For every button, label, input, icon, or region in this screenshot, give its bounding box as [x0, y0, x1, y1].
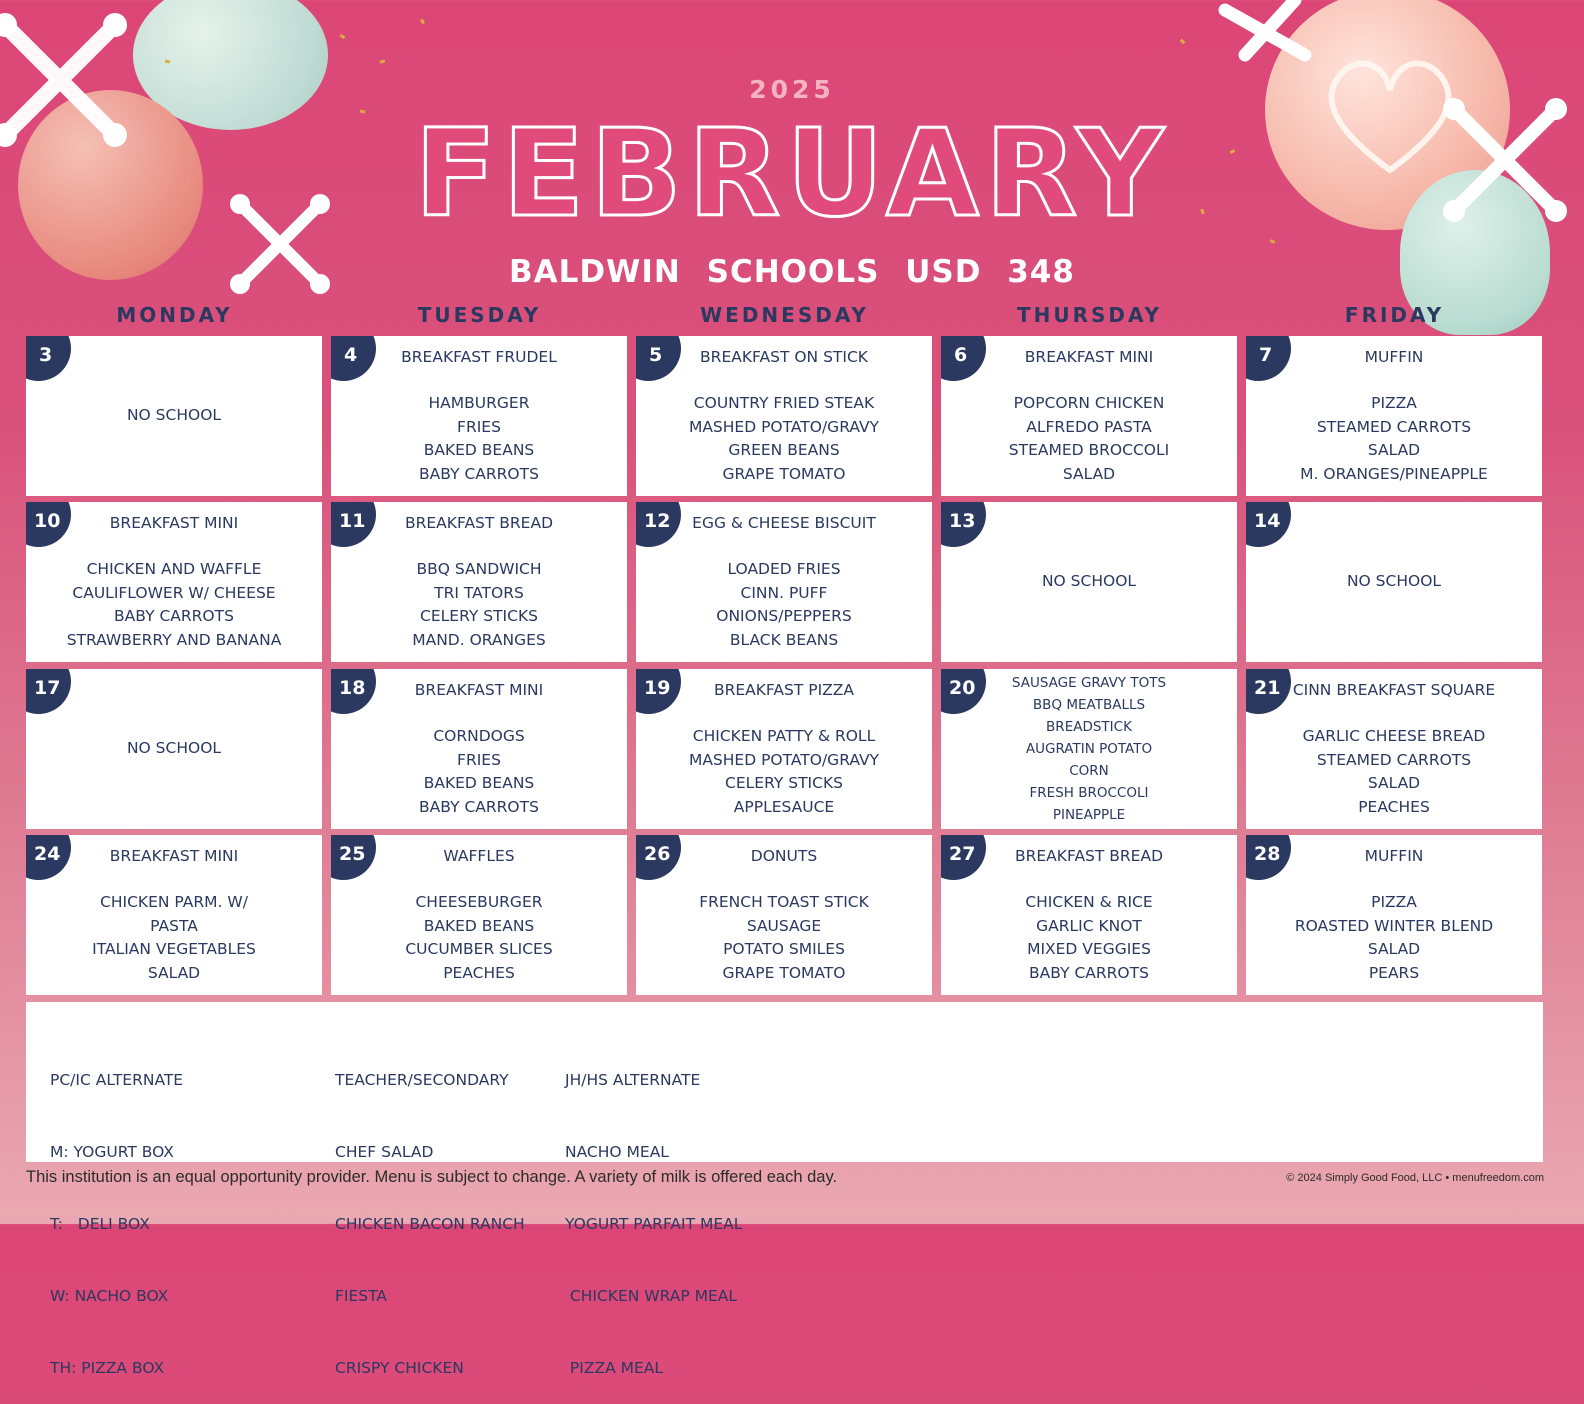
menu-item: PIZZA — [1371, 893, 1417, 912]
month-title: FEBRUARY — [414, 105, 1170, 244]
menu-item: SALAD — [1367, 940, 1421, 959]
day-number: 18 — [339, 677, 366, 699]
calendar-day-cell — [941, 669, 1237, 829]
menu-item: NO SCHOOL — [126, 739, 222, 758]
day-number: 14 — [1254, 510, 1281, 532]
menu-item: SAUSAGE — [746, 916, 822, 935]
confetti — [340, 34, 346, 39]
menu-items — [331, 336, 627, 496]
confetti — [420, 19, 425, 25]
menu-item: CINN BREAKFAST SQUARE — [1292, 680, 1496, 699]
weekday-header-monday: MONDAY — [116, 303, 233, 327]
menu-item: BBQ MEATBALLS — [1032, 697, 1146, 713]
calendar-day-cell — [26, 336, 322, 496]
menu-item: FRIES — [457, 750, 501, 769]
menu-item: AUGRATIN POTATO — [1025, 741, 1153, 757]
menu-item: SALAD — [147, 963, 201, 982]
menu-item: HAMBURGER — [428, 394, 530, 413]
menu-item: PASTA — [150, 916, 198, 935]
menu-item: GRAPE TOMATO — [722, 963, 846, 982]
day-number: 4 — [344, 344, 358, 366]
confetti — [1180, 39, 1186, 45]
legend-line: NACHO MEAL — [565, 1143, 669, 1161]
menu-item: MUFFIN — [1364, 347, 1424, 366]
menu-items — [331, 835, 627, 995]
menu-item: CHICKEN & RICE — [1025, 893, 1153, 912]
menu-item: MASHED POTATO/GRAVY — [688, 417, 880, 436]
legend-column-pcic — [50, 1020, 183, 1404]
footer-copyright: © 2024 Simply Good Food, LLC • menufreedom.com — [1286, 1172, 1544, 1184]
menu-item: BREAKFAST BREAD — [1014, 846, 1164, 865]
menu-item: ROASTED WINTER BLEND — [1294, 916, 1494, 935]
menu-item: STEAMED CARROTS — [1316, 750, 1472, 769]
calendar-day-cell — [636, 835, 932, 995]
menu-item: BAKED BEANS — [423, 441, 535, 460]
menu-item: COUNTRY FRIED STEAK — [693, 394, 875, 413]
menu-item: BREAKFAST PIZZA — [713, 680, 855, 699]
day-number: 5 — [649, 344, 663, 366]
menu-items — [941, 336, 1237, 496]
menu-item: CHEESEBURGER — [415, 893, 543, 912]
weekday-header-friday: FRIDAY — [1344, 303, 1445, 327]
weekday-header-wednesday: WEDNESDAY — [700, 303, 869, 327]
menu-item: BREAKFAST MINI — [109, 513, 239, 532]
menu-items — [636, 502, 932, 662]
legend-line: CRISPY CHICKEN — [335, 1359, 464, 1377]
menu-item: BAKED BEANS — [423, 916, 535, 935]
menu-item: ITALIAN VEGETABLES — [92, 940, 256, 959]
legend-line: JH/HS ALTERNATE — [565, 1071, 701, 1089]
legend-line: CHICKEN WRAP MEAL — [565, 1287, 738, 1305]
calendar-day-cell — [1246, 502, 1542, 662]
menu-item: BREAKFAST MINI — [109, 846, 239, 865]
legend-line: W: NACHO BOX — [50, 1287, 169, 1305]
menu-item: DONUTS — [750, 846, 818, 865]
day-number: 3 — [39, 344, 53, 366]
day-number: 10 — [34, 510, 61, 532]
menu-item: CINN. PUFF — [740, 583, 828, 602]
menu-item: BREAKFAST MINI — [414, 680, 544, 699]
legend-line: FIESTA — [335, 1287, 387, 1305]
menu-item: LOADED FRIES — [727, 560, 841, 579]
menu-item: GARLIC KNOT — [1036, 916, 1142, 935]
menu-item: CHICKEN PARM. W/ — [100, 893, 248, 912]
menu-item: BABY CARROTS — [419, 464, 539, 483]
menu-item: FRENCH TOAST STICK — [699, 893, 869, 912]
menu-item: PEACHES — [443, 963, 515, 982]
menu-items — [1246, 835, 1542, 995]
menu-items — [1246, 669, 1542, 829]
menu-item: BLACK BEANS — [729, 630, 839, 649]
menu-item: PEACHES — [1358, 797, 1430, 816]
menu-items — [636, 669, 932, 829]
menu-item: BREADSTICK — [1046, 719, 1132, 735]
menu-item: APPLESAUCE — [733, 797, 835, 816]
legend-column-teacher — [335, 1020, 525, 1404]
menu-item: BREAKFAST MINI — [1024, 347, 1154, 366]
district-subtitle: BALDWIN SCHOOLS USD 348 — [509, 254, 1075, 290]
menu-items — [1246, 502, 1542, 662]
legend-line: T: DELI BOX — [50, 1215, 150, 1233]
legend-line: CHICKEN BACON RANCH — [335, 1215, 525, 1233]
day-number: 17 — [34, 677, 61, 699]
legend-line: TH: PIZZA BOX — [50, 1359, 165, 1377]
menu-item: ONIONS/PEPPERS — [716, 607, 852, 626]
legend-line: CHEF SALAD — [335, 1143, 434, 1161]
day-number: 12 — [644, 510, 671, 532]
menu-item: NO SCHOOL — [126, 406, 222, 425]
menu-item: BABY CARROTS — [1029, 963, 1149, 982]
legend-line: M: YOGURT BOX — [50, 1143, 174, 1161]
menu-item: TRI TATORS — [434, 583, 524, 602]
menu-item: MAND. ORANGES — [412, 630, 546, 649]
day-number: 19 — [644, 677, 671, 699]
day-number: 20 — [949, 677, 976, 699]
menu-item: PINEAPPLE — [1052, 807, 1126, 823]
menu-items — [26, 502, 322, 662]
menu-item: BAKED BEANS — [423, 774, 535, 793]
menu-item: POTATO SMILES — [723, 940, 845, 959]
menu-item: POPCORN CHICKEN — [1013, 394, 1165, 413]
weekday-header-thursday: THURSDAY — [1016, 303, 1163, 327]
day-number: 27 — [949, 843, 976, 865]
calendar-day-cell — [941, 835, 1237, 995]
day-number: 7 — [1259, 344, 1273, 366]
menu-items — [941, 669, 1237, 829]
calendar-day-cell — [331, 336, 627, 496]
menu-item: MUFFIN — [1364, 846, 1424, 865]
legend-column-jhhs — [565, 1020, 742, 1404]
day-number: 11 — [339, 510, 366, 532]
menu-item: SALAD — [1367, 441, 1421, 460]
menu-item: EGG & CHEESE BISCUIT — [692, 513, 876, 532]
menu-item: SALAD — [1062, 464, 1116, 483]
snowflake-icon — [1215, 0, 1325, 70]
menu-item: ALFREDO PASTA — [1026, 417, 1152, 436]
menu-item: CELERY STICKS — [420, 607, 538, 626]
legend-line: YOGURT PARFAIT MEAL — [565, 1215, 743, 1233]
calendar-day-cell — [1246, 669, 1542, 829]
menu-item: STEAMED BROCCOLI — [1008, 441, 1170, 460]
menu-item: CAULIFLOWER W/ CHEESE — [72, 583, 276, 602]
day-number: 25 — [339, 843, 366, 865]
menu-item: CUCUMBER SLICES — [405, 940, 553, 959]
day-number: 24 — [34, 843, 61, 865]
menu-item: BBQ SANDWICH — [416, 560, 542, 579]
menu-item: STRAWBERRY AND BANANA — [66, 630, 282, 649]
menu-item: FRIES — [457, 417, 501, 436]
calendar-day-cell — [636, 669, 932, 829]
alternate-menu-legend — [26, 1002, 1543, 1162]
year-label: 2025 — [749, 75, 835, 104]
menu-item: BREAKFAST ON STICK — [700, 347, 868, 366]
menu-item: BREAKFAST FRUDEL — [401, 347, 557, 366]
menu-item: GRAPE TOMATO — [722, 464, 846, 483]
menu-item: MASHED POTATO/GRAVY — [688, 750, 880, 769]
menu-items — [636, 336, 932, 496]
menu-item: PEARS — [1368, 963, 1420, 982]
day-number: 6 — [954, 344, 968, 366]
menu-item: WAFFLES — [443, 846, 515, 865]
menu-item: GREEN BEANS — [728, 441, 840, 460]
menu-items — [26, 336, 322, 496]
legend-line: PIZZA MEAL — [565, 1359, 664, 1377]
calendar-day-cell — [941, 336, 1237, 496]
menu-item: M. ORANGES/PINEAPPLE — [1300, 464, 1488, 483]
calendar-day-cell — [636, 502, 932, 662]
menu-item: FRESH BROCCOLI — [1029, 785, 1149, 801]
menu-item: CORNDOGS — [433, 727, 525, 746]
menu-items — [636, 835, 932, 995]
footer-disclaimer: This institution is an equal opportunity provider. Menu is subject to change. A variety of milk is offered each day. — [26, 1168, 838, 1186]
menu-item: STEAMED CARROTS — [1316, 417, 1472, 436]
legend-line: TEACHER/SECONDARY — [335, 1071, 509, 1089]
menu-item: SAUSAGE GRAVY TOTS — [1011, 675, 1167, 691]
menu-items — [26, 835, 322, 995]
menu-items — [331, 502, 627, 662]
menu-item: CELERY STICKS — [725, 774, 843, 793]
calendar-day-cell — [331, 502, 627, 662]
menu-item: PIZZA — [1371, 394, 1417, 413]
menu-items — [941, 502, 1237, 662]
day-number: 28 — [1254, 843, 1281, 865]
calendar-day-cell — [1246, 835, 1542, 995]
menu-item: CHICKEN PATTY & ROLL — [692, 727, 876, 746]
day-number: 13 — [949, 510, 976, 532]
calendar-day-cell — [26, 835, 322, 995]
menu-item: MIXED VEGGIES — [1027, 940, 1151, 959]
menu-items — [1246, 336, 1542, 496]
legend-line: PC/IC ALTERNATE — [50, 1071, 184, 1089]
menu-item: BABY CARROTS — [114, 607, 234, 626]
calendar-day-cell — [26, 502, 322, 662]
day-number: 26 — [644, 843, 671, 865]
confetti — [380, 59, 386, 64]
menu-items — [941, 835, 1237, 995]
menu-item: BABY CARROTS — [419, 797, 539, 816]
calendar-day-cell — [941, 502, 1237, 662]
calendar-day-cell — [636, 336, 932, 496]
menu-items — [26, 669, 322, 829]
menu-item: NO SCHOOL — [1041, 572, 1137, 591]
menu-item: NO SCHOOL — [1346, 572, 1442, 591]
menu-item: SALAD — [1367, 774, 1421, 793]
weekday-header-tuesday: TUESDAY — [417, 303, 542, 327]
day-number: 21 — [1254, 677, 1281, 699]
calendar-day-cell — [331, 835, 627, 995]
menu-item: GARLIC CHEESE BREAD — [1302, 727, 1486, 746]
calendar-day-cell — [331, 669, 627, 829]
calendar-day-cell — [26, 669, 322, 829]
menu-item: CHICKEN AND WAFFLE — [86, 560, 262, 579]
menu-items — [331, 669, 627, 829]
menu-item: BREAKFAST BREAD — [404, 513, 554, 532]
calendar-day-cell — [1246, 336, 1542, 496]
menu-item: CORN — [1069, 763, 1109, 779]
